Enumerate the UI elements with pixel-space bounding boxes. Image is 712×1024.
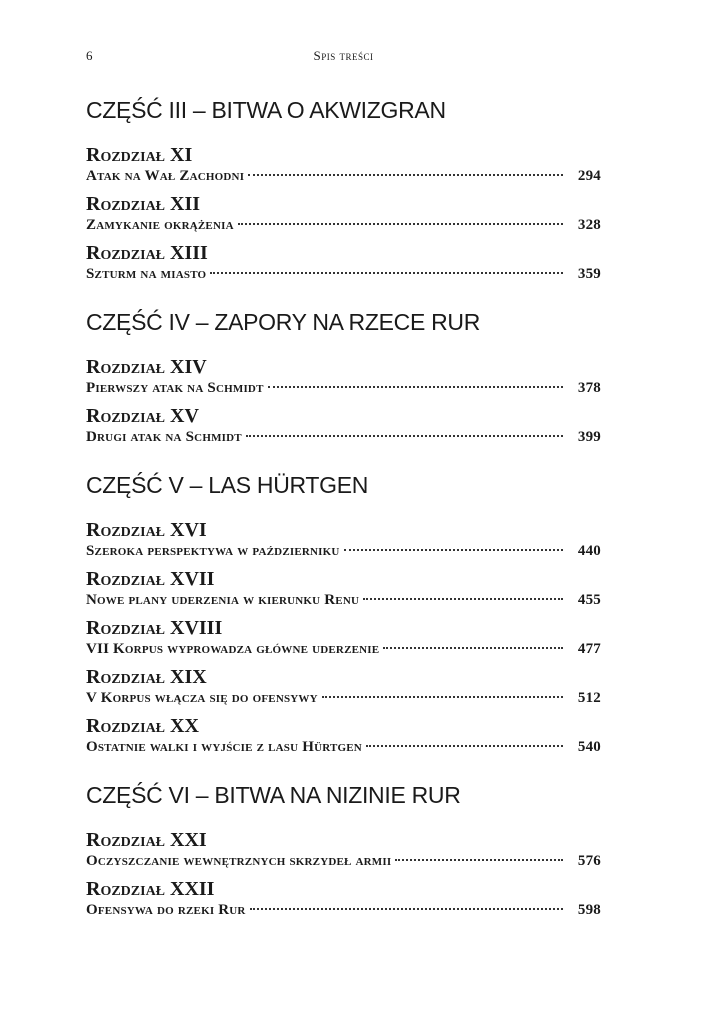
chapter-label: Rozdział XVI (86, 519, 207, 541)
toc-part (86, 471, 601, 757)
dot-leader (363, 598, 563, 600)
dot-leader (344, 549, 563, 551)
chapter-title: V Korpus włącza się do ofensywy (86, 690, 318, 706)
dot-leader (238, 223, 563, 225)
dot-leader (395, 859, 563, 861)
chapter-title: Drugi atak na Schmidt (86, 429, 242, 445)
chapter-title: Pierwszy atak na Schmidt (86, 380, 264, 396)
toc-entry[interactable] (86, 900, 601, 920)
toc-chapter (86, 617, 601, 659)
dot-leader (246, 435, 563, 437)
toc-entry[interactable] (86, 215, 601, 235)
chapter-page-number: 455 (577, 592, 601, 608)
part-title: CZĘŚĆ IV – ZAPORY NA RZECE RUR (86, 309, 481, 335)
dot-leader (210, 272, 563, 274)
chapter-page-number: 598 (577, 902, 601, 918)
toc-chapter (86, 405, 601, 447)
chapter-title: Oczyszczanie wewnętrznych skrzydeł armii (86, 853, 392, 869)
toc-entry[interactable] (86, 166, 601, 186)
dot-leader (250, 908, 563, 910)
chapter-title: Szeroka perspektywa w październiku (86, 543, 340, 559)
chapter-title: Nowe plany uderzenia w kierunku Renu (86, 592, 360, 608)
chapter-label: Rozdział XIX (86, 666, 207, 688)
part-title: CZĘŚĆ VI – BITWA NA NIZINIE RUR (86, 782, 461, 808)
chapter-page-number: 576 (577, 853, 601, 869)
toc-chapter (86, 519, 601, 561)
toc-chapter (86, 666, 601, 708)
chapter-page-number: 512 (577, 690, 601, 706)
chapter-label: Rozdział XII (86, 193, 201, 215)
toc-entry[interactable] (86, 639, 601, 659)
part-title: CZĘŚĆ III – BITWA O AKWIZGRAN (86, 97, 446, 123)
page-number: 6 (86, 48, 93, 63)
toc-entry[interactable] (86, 378, 601, 398)
dot-leader (248, 174, 563, 176)
chapter-label: Rozdział XIII (86, 242, 208, 264)
toc-part (86, 781, 601, 920)
toc-entry[interactable] (86, 541, 601, 561)
chapter-page-number: 399 (577, 429, 601, 445)
toc-chapter (86, 715, 601, 757)
toc-entry[interactable] (86, 688, 601, 708)
dot-leader (322, 696, 563, 698)
toc-chapter (86, 144, 601, 186)
chapter-page-number: 359 (577, 266, 601, 282)
toc-chapter (86, 193, 601, 235)
dot-leader (268, 386, 563, 388)
toc-entry[interactable] (86, 737, 601, 757)
chapter-page-number: 328 (577, 217, 601, 233)
toc-chapter (86, 568, 601, 610)
chapter-label: Rozdział XV (86, 405, 199, 427)
chapter-title: Zamykanie okrążenia (86, 217, 234, 233)
dot-leader (383, 647, 563, 649)
running-title: Spis treści (313, 48, 374, 63)
table-of-contents (86, 96, 601, 944)
dot-leader (366, 745, 563, 747)
chapter-title: Szturm na miasto (86, 266, 207, 282)
chapter-title: VII Korpus wyprowadza główne uderzenie (86, 641, 380, 657)
chapter-label: Rozdział XVIII (86, 617, 223, 639)
toc-chapter (86, 829, 601, 871)
chapter-label: Rozdział XX (86, 715, 199, 737)
chapter-title: Ostatnie walki i wyjście z lasu Hürtgen (86, 739, 362, 755)
toc-entry[interactable] (86, 590, 601, 610)
toc-chapter (86, 878, 601, 920)
chapter-label: Rozdział XXII (86, 878, 215, 900)
toc-part (86, 96, 601, 284)
part-title: CZĘŚĆ V – LAS HÜRTGEN (86, 472, 369, 498)
chapter-page-number: 477 (577, 641, 601, 657)
running-header (86, 48, 601, 68)
chapter-label: Rozdział XIV (86, 356, 207, 378)
toc-chapter (86, 356, 601, 398)
toc-chapter (86, 242, 601, 284)
chapter-title: Atak na Wał Zachodni (86, 168, 245, 184)
chapter-title: Ofensywa do rzeki Rur (86, 902, 246, 918)
toc-entry[interactable] (86, 427, 601, 447)
toc-entry[interactable] (86, 264, 601, 284)
chapter-page-number: 440 (577, 543, 601, 559)
chapter-label: Rozdział XVII (86, 568, 215, 590)
toc-entry[interactable] (86, 851, 601, 871)
chapter-label: Rozdział XXI (86, 829, 207, 851)
toc-part (86, 308, 601, 447)
chapter-page-number: 540 (577, 739, 601, 755)
chapter-page-number: 294 (577, 168, 601, 184)
chapter-page-number: 378 (577, 380, 601, 396)
chapter-label: Rozdział XI (86, 144, 193, 166)
